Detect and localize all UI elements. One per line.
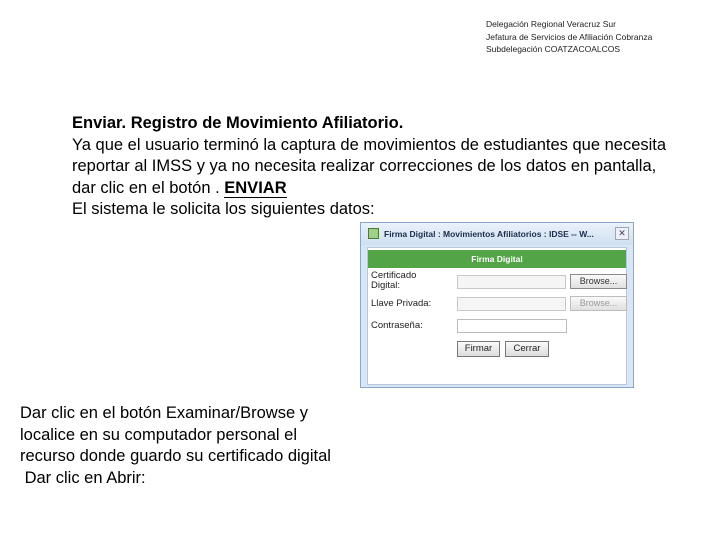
instructions-line-1: Dar clic en el botón Examinar/Browse y xyxy=(20,404,308,422)
browse-cert-button[interactable]: Browse... xyxy=(570,274,627,289)
instructions-line-2: localice en su computador personal el xyxy=(20,425,297,444)
header-line-department: Jefatura de Servicios de Afiliación Cobranza xyxy=(486,31,653,42)
firma-digital-window xyxy=(360,222,634,388)
intro-text xyxy=(72,113,672,221)
intro-body: Ya que el usuario terminó la captura de movimientos de estudiantes que necesita reportar al IMSS y ya no necesita realizar correcciones de los datos en pantalla, dar clic en el botón . xyxy=(72,135,667,197)
close-button[interactable]: Cerrar xyxy=(505,341,549,357)
intro-title: Enviar. Registro de Movimiento Afiliatorio. xyxy=(72,114,404,132)
intro-paragraph xyxy=(72,135,672,200)
intro-last-line: El sistema le solicita los siguientes datos: xyxy=(72,200,375,218)
header-line-delegation: Delegación Regional Veracruz Sur xyxy=(486,19,616,29)
instructions-text xyxy=(20,403,370,489)
browse-key-button[interactable]: Browse... xyxy=(570,296,627,311)
key-path-field[interactable] xyxy=(457,297,566,311)
window-titlebar xyxy=(361,223,633,245)
password-field[interactable] xyxy=(457,319,567,333)
form-header: Firma Digital xyxy=(368,250,626,268)
window-content xyxy=(367,247,627,385)
window-title: Firma Digital : Movimientos Afiliatorios : IDSE -- W... xyxy=(384,229,594,239)
instructions-line-4: Dar clic en Abrir: xyxy=(20,468,146,487)
window-app-icon xyxy=(368,228,379,239)
cert-label xyxy=(371,271,416,291)
header-line-subdelegation: Subdelegación COATZACOALCOS xyxy=(486,44,621,54)
enviar-keyword: ENVIAR xyxy=(224,178,287,197)
cert-label-line2: Digital: xyxy=(371,280,401,291)
password-label: Contraseña: xyxy=(371,320,423,331)
key-label: Llave Privada: xyxy=(371,298,432,309)
window-close-icon[interactable]: ✕ xyxy=(615,227,629,240)
cert-path-field[interactable] xyxy=(457,275,566,289)
sign-button[interactable]: Firmar xyxy=(457,341,500,357)
instructions-line-3: recurso donde guardo su certificado digital xyxy=(20,447,331,465)
header-block xyxy=(486,18,652,56)
cert-label-line1: Certificado xyxy=(371,270,417,281)
